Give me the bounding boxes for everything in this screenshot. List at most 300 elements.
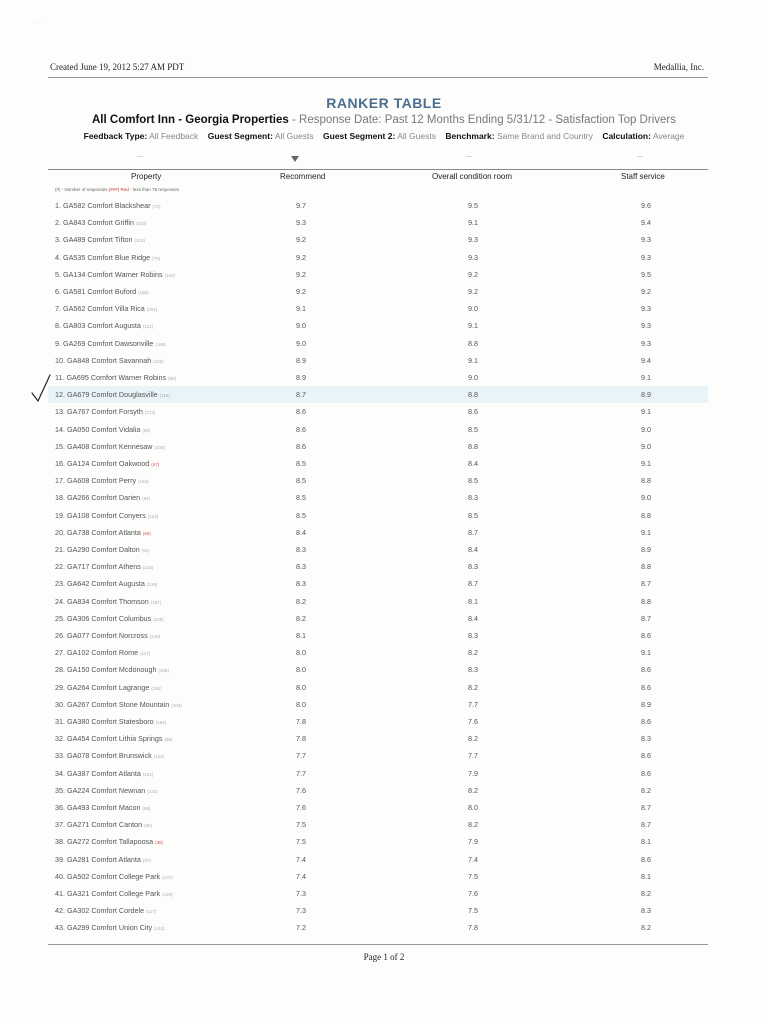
property-label[interactable]: 26. GA077 Comfort Norcross <box>55 631 148 640</box>
recommend-score: 7.4 <box>296 854 306 864</box>
response-count: (76) <box>152 255 161 261</box>
staff-service-score: 8.3 <box>641 906 651 916</box>
property-label[interactable]: 42. GA302 Comfort Cordele <box>55 906 145 916</box>
response-count: (164) <box>155 720 167 725</box>
check-mark-icon <box>30 373 52 403</box>
property-label[interactable]: 23. GA642 Comfort Augusta <box>55 579 145 589</box>
recommend-score: 9.0 <box>296 338 306 348</box>
response-count: (126) <box>146 582 158 588</box>
response-count: (214) <box>142 565 154 571</box>
property-label[interactable]: 5. GA134 Comfort Warner Robins <box>55 269 163 279</box>
table-row[interactable] <box>48 438 708 455</box>
room-condition-score: 8.5 <box>468 476 478 486</box>
property-name[interactable] <box>55 597 161 606</box>
property-name[interactable] <box>55 373 176 382</box>
response-count: (172) <box>144 410 156 416</box>
property-name[interactable] <box>55 631 160 640</box>
response-count: (95) <box>168 376 177 381</box>
response-count: (88) <box>164 737 173 743</box>
property-name[interactable] <box>55 201 161 210</box>
property-label[interactable]: 21. GA290 Comfort Dalton <box>55 545 140 554</box>
table-row[interactable] <box>48 679 708 696</box>
column-header-property[interactable]: Property <box>131 172 162 181</box>
property-label[interactable]: 27. GA102 Comfort Rome <box>55 648 139 658</box>
property-label[interactable]: 20. GA738 Comfort Atlanta <box>55 527 141 537</box>
company-name: Medallia, Inc. <box>653 62 704 72</box>
room-condition-score: 7.8 <box>468 923 478 933</box>
staff-service-score: 9.0 <box>641 493 651 503</box>
column-header-staff[interactable]: Staff service <box>621 172 665 181</box>
response-count: (94) <box>142 496 151 502</box>
room-condition-score: 7.6 <box>468 889 478 898</box>
response-count: (156) <box>138 290 149 295</box>
property-label[interactable]: 9. GA269 Comfort Dawsonville <box>55 338 154 348</box>
table-row[interactable] <box>48 386 708 403</box>
staff-service-score: 9.3 <box>641 304 651 314</box>
response-count: (103) <box>135 221 147 227</box>
staff-service-score: 8.8 <box>641 476 651 486</box>
property-label[interactable]: 28. GA150 Comfort Mcdonough <box>55 665 157 675</box>
room-condition-score: 7.9 <box>468 837 478 847</box>
response-count: (192) <box>151 685 162 691</box>
recommend-score: 7.2 <box>296 923 306 933</box>
table-row[interactable] <box>48 214 708 231</box>
recommend-score: 8.3 <box>296 579 306 589</box>
filter-bar <box>0 131 768 141</box>
room-condition-score: 9.1 <box>468 321 478 331</box>
room-condition-score: 8.3 <box>468 631 478 640</box>
table-row[interactable] <box>48 575 708 592</box>
property-name[interactable] <box>55 769 153 778</box>
room-condition-score: 9.2 <box>468 269 478 279</box>
recommend-score: 9.1 <box>296 304 306 314</box>
recommend-score: 8.0 <box>296 699 306 709</box>
table-row[interactable] <box>48 507 708 524</box>
staff-service-score: 9.3 <box>641 252 651 262</box>
sort-control-room[interactable]: — <box>466 154 472 160</box>
table-row[interactable] <box>48 799 708 816</box>
property-name[interactable] <box>55 786 158 795</box>
response-count: (72) <box>152 204 161 209</box>
room-condition-score: 8.1 <box>468 596 478 606</box>
room-condition-score: 8.3 <box>468 665 478 675</box>
room-condition-score: 8.3 <box>468 493 478 503</box>
table-row[interactable] <box>48 868 708 885</box>
response-count: (122) <box>153 358 164 364</box>
room-condition-score: 7.4 <box>468 854 478 864</box>
response-count: (148) <box>149 634 161 639</box>
recommend-score: 9.2 <box>296 269 306 279</box>
header-divider <box>48 77 708 78</box>
property-label[interactable]: 36. GA493 Comfort Macon <box>55 803 141 812</box>
footer-divider <box>48 944 708 945</box>
response-count: (163) <box>138 479 149 485</box>
property-name[interactable] <box>55 803 151 812</box>
property-name[interactable] <box>55 700 182 709</box>
property-label[interactable]: 37. GA271 Comfort Canton <box>55 820 143 830</box>
legend-red-text: (###) Red <box>108 187 129 192</box>
response-count: (201) <box>146 307 158 313</box>
table-row[interactable] <box>48 730 708 747</box>
recommend-score: 9.3 <box>296 218 306 228</box>
property-label[interactable]: 41. GA321 Comfort College Park <box>55 889 161 898</box>
property-label[interactable]: 18. GA266 Comfort Darien <box>55 493 141 503</box>
response-count: (95) <box>142 427 151 433</box>
property-name[interactable] <box>55 235 145 244</box>
property-name[interactable] <box>55 579 157 588</box>
property-name[interactable] <box>55 665 169 674</box>
property-name[interactable] <box>55 820 152 829</box>
table-row[interactable] <box>48 593 708 610</box>
staff-service-score: 8.8 <box>641 596 651 606</box>
room-condition-score: 8.4 <box>468 613 478 623</box>
room-condition-score: 8.4 <box>468 545 478 554</box>
staff-service-score: 8.8 <box>641 510 651 520</box>
table-row[interactable] <box>48 833 708 850</box>
table-row[interactable] <box>48 489 708 506</box>
table-row[interactable] <box>48 610 708 627</box>
property-name[interactable] <box>55 545 150 554</box>
property-label[interactable]: 8. GA803 Comfort Augusta <box>55 321 141 331</box>
response-count: (117) <box>140 651 151 657</box>
table-row[interactable] <box>48 335 708 352</box>
property-name[interactable] <box>55 321 153 330</box>
room-condition-score: 9.5 <box>468 201 478 210</box>
staff-service-score: 8.7 <box>641 579 651 589</box>
property-name[interactable] <box>55 837 163 846</box>
table-row[interactable] <box>48 524 708 541</box>
staff-service-score: 8.7 <box>641 803 651 812</box>
recommend-score: 7.3 <box>296 889 306 898</box>
filter-value[interactable]: All Feedback <box>149 131 199 141</box>
property-label[interactable]: 40. GA502 Comfort College Park <box>55 871 161 881</box>
response-count: (187) <box>150 599 162 605</box>
column-header-recommend[interactable]: Recommend <box>280 172 326 181</box>
response-count: (103) <box>134 238 146 244</box>
property-label[interactable]: 39. GA281 Comfort Atlanta <box>55 854 141 864</box>
recommend-score: 9.0 <box>296 321 306 331</box>
staff-service-score: 8.9 <box>641 545 651 554</box>
staff-service-score: 8.6 <box>641 631 651 640</box>
property-name[interactable] <box>55 356 164 365</box>
property-label[interactable]: 4. GA535 Comfort Blue Ridge <box>55 252 151 262</box>
subtitle-property: All Comfort Inn - Georgia Properties <box>92 114 289 126</box>
recommend-score: 8.9 <box>296 355 306 365</box>
table-legend <box>55 187 179 192</box>
response-count: (125) <box>162 892 173 897</box>
table-row[interactable] <box>48 696 708 713</box>
room-condition-score: 8.8 <box>468 390 478 400</box>
staff-service-score: 8.6 <box>641 665 651 675</box>
property-label[interactable]: 15. GA408 Comfort Kennesaw <box>55 441 153 451</box>
room-condition-score: 9.0 <box>468 373 478 382</box>
filter-label: Calculation: <box>602 131 651 141</box>
recommend-score: 8.2 <box>296 613 306 623</box>
staff-service-score: 9.2 <box>641 287 651 296</box>
table-row[interactable] <box>48 747 708 764</box>
property-label[interactable]: 2. GA843 Comfort Griffin <box>55 218 134 228</box>
property-name[interactable] <box>55 562 153 571</box>
staff-service-score: 9.3 <box>641 338 651 348</box>
property-name[interactable] <box>55 476 149 485</box>
property-name[interactable] <box>55 304 157 313</box>
recommend-score: 8.7 <box>296 390 306 400</box>
staff-service-score: 9.4 <box>641 218 651 228</box>
response-count: (102) <box>164 272 176 278</box>
sort-down-icon[interactable] <box>291 156 299 162</box>
room-condition-score: 8.2 <box>468 785 478 795</box>
property-label[interactable]: 3. GA489 Comfort Tifton <box>55 235 133 245</box>
property-name[interactable] <box>55 442 165 451</box>
response-count: (95) <box>144 823 153 829</box>
table-row[interactable] <box>48 541 708 558</box>
property-name[interactable] <box>55 872 173 881</box>
staff-service-score: 8.1 <box>641 871 651 881</box>
property-label[interactable]: 17. GA608 Comfort Perry <box>55 476 137 486</box>
table-row[interactable] <box>48 317 708 334</box>
property-label[interactable]: 38. GA272 Comfort Tallapoosa <box>55 837 154 847</box>
column-header-room[interactable]: Overall condition room <box>432 172 513 181</box>
table-row[interactable] <box>48 851 708 868</box>
property-name[interactable] <box>55 717 166 726</box>
recommend-score: 8.6 <box>296 424 306 434</box>
table-row[interactable] <box>48 283 708 300</box>
recommend-score: 8.6 <box>296 407 306 417</box>
staff-service-score: 8.6 <box>641 768 651 778</box>
table-row[interactable] <box>48 369 708 386</box>
table-row[interactable] <box>48 765 708 782</box>
property-label[interactable]: 34. GA387 Comfort Atlanta <box>55 768 141 778</box>
property-label[interactable]: 14. GA050 Comfort Vidalia <box>55 424 141 434</box>
response-count: (241) <box>142 771 154 777</box>
room-condition-score: 8.2 <box>468 682 478 692</box>
property-name[interactable] <box>55 855 151 864</box>
staff-service-score: 9.6 <box>641 201 651 210</box>
table-row[interactable] <box>48 644 708 661</box>
property-name[interactable] <box>55 339 166 348</box>
table-row[interactable] <box>48 352 708 369</box>
response-count: (38) <box>155 840 164 846</box>
recommend-score: 8.5 <box>296 510 306 520</box>
room-condition-score: 9.3 <box>468 235 478 245</box>
property-name[interactable] <box>55 253 160 262</box>
subtitle-range: - Response Date: Past 12 Months Ending 5/31/12 - Satisfaction Top Drivers <box>288 114 676 126</box>
table-row[interactable] <box>48 885 708 902</box>
response-count: (142) <box>154 926 165 932</box>
legend-text: - less than 75 responses <box>128 187 180 192</box>
recommend-score: 8.1 <box>296 631 306 640</box>
filter-value[interactable]: All Guests <box>397 131 436 141</box>
recommend-score: 8.6 <box>296 441 306 451</box>
room-condition-score: 9.1 <box>468 218 478 228</box>
room-condition-score: 8.2 <box>468 820 478 830</box>
filter-label: Guest Segment: <box>207 131 273 141</box>
room-condition-score: 8.7 <box>468 527 478 537</box>
staff-service-score: 8.6 <box>641 854 651 864</box>
room-condition-score: 7.9 <box>468 768 478 778</box>
property-name[interactable] <box>55 493 150 502</box>
room-condition-score: 8.0 <box>468 803 478 812</box>
table-row[interactable] <box>48 661 708 678</box>
staff-service-score: 8.9 <box>641 699 651 709</box>
property-name[interactable] <box>55 614 164 623</box>
property-label[interactable]: 13. GA767 Comfort Forsyth <box>55 407 143 417</box>
staff-service-score: 8.2 <box>641 785 651 795</box>
property-name[interactable] <box>55 751 164 760</box>
report-subtitle <box>0 114 768 126</box>
created-timestamp: Created June 19, 2012 5:27 AM PDT <box>50 62 185 72</box>
property-name[interactable] <box>55 425 150 434</box>
staff-service-score: 9.1 <box>641 648 651 658</box>
response-count: (107) <box>162 874 173 880</box>
property-label[interactable]: 24. GA834 Comfort Thomson <box>55 596 149 606</box>
table-row[interactable] <box>48 231 708 248</box>
recommend-score: 9.2 <box>296 287 306 296</box>
sort-control-property[interactable]: — <box>137 154 143 160</box>
filter-value[interactable]: Same Brand and Country <box>496 131 593 141</box>
property-name[interactable] <box>55 390 170 399</box>
property-label[interactable]: 43. GA299 Comfort Union City <box>55 923 153 933</box>
table-row[interactable] <box>48 713 708 730</box>
recommend-score: 8.2 <box>296 596 306 606</box>
response-count: (112) <box>142 324 154 330</box>
recommend-score: 7.3 <box>296 906 306 916</box>
room-condition-score: 7.5 <box>468 906 478 916</box>
response-count: (67) <box>151 462 160 467</box>
property-label[interactable]: 30. GA267 Comfort Stone Mountain <box>55 699 170 709</box>
recommend-score: 7.4 <box>296 871 306 881</box>
property-name[interactable] <box>55 734 172 743</box>
property-label[interactable]: 6. GA581 Comfort Buford <box>55 287 137 296</box>
room-condition-score: 9.2 <box>468 287 478 296</box>
table-row[interactable] <box>48 249 708 266</box>
recommend-score: 8.0 <box>296 682 306 692</box>
table-row[interactable] <box>48 403 708 420</box>
staff-service-score: 8.6 <box>641 751 651 761</box>
recommend-score: 9.2 <box>296 252 306 262</box>
staff-service-score: 9.0 <box>641 424 651 434</box>
property-label[interactable]: 33. GA078 Comfort Brunswick <box>55 751 152 761</box>
staff-service-score: 9.0 <box>641 441 651 451</box>
table-row[interactable] <box>48 902 708 919</box>
recommend-score: 7.6 <box>296 785 306 795</box>
property-name[interactable] <box>55 528 151 537</box>
room-condition-score: 7.6 <box>468 717 478 726</box>
property-label[interactable]: 22. GA717 Comfort Athens <box>55 562 141 572</box>
filter-label: Feedback Type: <box>83 131 148 141</box>
property-label[interactable]: 1. GA582 Comfort Blackshear <box>55 201 151 210</box>
property-label[interactable]: 16. GA124 Comfort Oakwood <box>55 459 150 468</box>
room-condition-score: 8.8 <box>468 441 478 451</box>
response-count: (118) <box>159 393 170 399</box>
table-row[interactable] <box>48 300 708 317</box>
table-row[interactable] <box>48 919 708 936</box>
response-count: (124) <box>147 513 159 519</box>
filter-label: Benchmark: <box>445 131 495 141</box>
table-row[interactable] <box>48 816 708 833</box>
filter-value[interactable]: Average <box>652 131 685 141</box>
page-title: RANKER TABLE <box>326 95 442 111</box>
recommend-score: 7.5 <box>296 837 306 847</box>
recommend-score: 8.5 <box>296 459 306 468</box>
staff-service-score: 8.6 <box>641 682 651 692</box>
property-label[interactable]: 35. GA224 Comfort Newnan <box>55 785 146 795</box>
room-condition-score: 8.5 <box>468 424 478 434</box>
staff-service-score: 9.1 <box>641 527 651 537</box>
room-condition-score: 8.6 <box>468 407 478 417</box>
property-label[interactable]: 12. GA679 Comfort Douglasville <box>55 390 158 400</box>
recommend-score: 7.7 <box>296 751 306 761</box>
staff-service-score: 8.2 <box>641 889 651 898</box>
property-label[interactable]: 25. GA306 Comfort Columbus <box>55 613 152 623</box>
property-name[interactable] <box>55 287 149 296</box>
room-condition-score: 9.1 <box>468 355 478 365</box>
filter-label: Guest Segment 2: <box>323 131 396 141</box>
table-row[interactable] <box>48 421 708 438</box>
staff-service-score: 9.3 <box>641 321 651 331</box>
room-condition-score: 8.5 <box>468 510 478 520</box>
staff-service-score: 8.2 <box>641 923 651 933</box>
property-label[interactable]: 10. GA848 Comfort Savannah <box>55 355 152 365</box>
table-row[interactable] <box>48 266 708 283</box>
table-row[interactable] <box>48 782 708 799</box>
room-condition-score: 8.2 <box>468 734 478 744</box>
table-row[interactable] <box>48 472 708 489</box>
staff-service-score: 9.1 <box>641 373 651 382</box>
property-name[interactable] <box>55 218 146 227</box>
room-condition-score: 8.8 <box>468 338 478 348</box>
filter-value[interactable]: All Guests <box>274 131 314 141</box>
room-condition-score: 7.7 <box>468 699 478 709</box>
property-name[interactable] <box>55 648 150 657</box>
room-condition-score: 9.3 <box>468 252 478 262</box>
property-label[interactable]: 19. GA108 Comfort Conyers <box>55 510 146 520</box>
room-condition-score: 8.7 <box>468 579 478 589</box>
property-label[interactable]: 11. GA695 Comfort Warner Robins <box>55 373 167 382</box>
staff-service-score: 8.9 <box>641 390 651 400</box>
table-row[interactable] <box>48 627 708 644</box>
property-name[interactable] <box>55 683 162 692</box>
recommend-score: 8.9 <box>296 373 306 382</box>
recommend-score: 8.0 <box>296 665 306 675</box>
property-label[interactable]: 32. GA454 Comfort Lithia Springs <box>55 734 163 744</box>
scan-artifact: · · · <box>31 18 42 28</box>
property-label[interactable]: 29. GA264 Comfort Lagrange <box>55 682 150 692</box>
property-label[interactable]: 31. GA380 Comfort Statesboro <box>55 717 154 726</box>
response-count: (98) <box>142 806 151 811</box>
property-name[interactable] <box>55 906 156 915</box>
response-count: (229) <box>153 616 164 622</box>
property-name[interactable] <box>55 459 159 468</box>
staff-service-score: 8.7 <box>641 613 651 623</box>
recommend-score: 7.6 <box>296 803 306 812</box>
table-row[interactable] <box>48 455 708 472</box>
table-row[interactable] <box>48 197 708 214</box>
property-name[interactable] <box>55 889 173 898</box>
property-label[interactable]: 7. GA562 Comfort Villa Rica <box>55 304 145 314</box>
response-count: (68) <box>142 530 151 536</box>
property-name[interactable] <box>55 511 158 520</box>
staff-service-score: 8.7 <box>641 820 651 830</box>
property-name[interactable] <box>55 923 165 932</box>
property-name[interactable] <box>55 270 175 279</box>
table-row[interactable] <box>48 558 708 575</box>
staff-service-score: 9.1 <box>641 407 651 417</box>
recommend-score: 7.5 <box>296 820 306 830</box>
sort-control-staff[interactable]: — <box>637 154 643 160</box>
room-condition-score: 7.7 <box>468 751 478 761</box>
property-name[interactable] <box>55 407 155 416</box>
